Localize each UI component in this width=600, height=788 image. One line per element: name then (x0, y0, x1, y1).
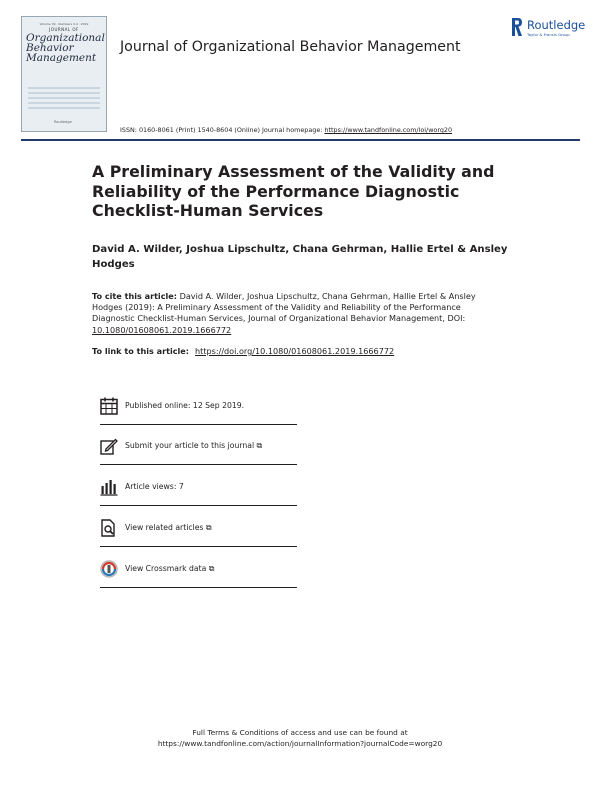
published-online-text: Published online: 12 Sep 2019. (125, 401, 245, 410)
cover-publisher: Routledge (54, 120, 72, 124)
cover-title-line: Behavior (26, 42, 74, 54)
crossmark-row[interactable] (100, 548, 297, 588)
article-link-label: To link to this article: (92, 346, 190, 356)
article-authors: David A. Wilder, Joshua Lipschultz, Chana Gehrman, Hallie Ertel & Ansley Hodges (92, 244, 508, 270)
article-title: A Preliminary Assessment of the Validity and Reliability of the Performance Diagnostic Checklist-Human Services (92, 162, 495, 221)
issn-line (120, 126, 452, 134)
cover-title (26, 33, 104, 63)
footer (0, 727, 600, 749)
footer-terms-link[interactable]: https://www.tandfonline.com/action/journalInformation?journalCode=worg20 (157, 739, 443, 748)
cover-journal-line: JOURNAL OF (49, 27, 79, 32)
external-link-icon: ⧉ (205, 523, 212, 532)
cover-decoration (28, 87, 100, 111)
publisher-tagline: Taylor & Francis Group (527, 32, 570, 37)
article-views-row (100, 466, 297, 506)
related-articles-text: View related articles (125, 523, 204, 532)
bar-chart-icon (100, 478, 118, 496)
journal-cover-image (21, 16, 107, 132)
crossmark-link[interactable] (125, 564, 215, 574)
row-divider (100, 546, 297, 547)
header-divider (21, 139, 580, 141)
edit-icon (100, 437, 118, 455)
cover-title-line: Management (26, 52, 97, 64)
related-articles-link[interactable] (125, 523, 212, 533)
external-link-icon: ⧉ (208, 564, 215, 573)
row-divider (100, 464, 297, 465)
crossmark-icon (100, 560, 118, 578)
footer-terms-text: Full Terms & Conditions of access and use can be found at (192, 728, 408, 737)
issn-text: ISSN: 0160-8061 (Print) 1540-8604 (Online) Journal homepage: (120, 126, 325, 134)
cover-title-line: Organizational (26, 32, 105, 44)
publisher-name: Routledge (527, 18, 586, 32)
row-divider (100, 587, 297, 588)
article-link[interactable]: https://doi.org/10.1080/01608061.2019.1666772 (195, 346, 395, 356)
citation-doi-link[interactable]: 10.1080/01608061.2019.1666772 (92, 324, 232, 335)
external-link-icon: ⧉ (256, 441, 263, 450)
related-articles-row[interactable] (100, 507, 297, 547)
row-divider (100, 505, 297, 506)
citation-text: David A. Wilder, Joshua Lipschultz, Chana Gehrman, Hallie Ertel & Ansley Hodges (2019): A Preliminary Assessment of the Validity and Reliability of the Performance Diagnostic Checklist-Human Services, Journal of Organizational Behavior Management, DOI: (92, 291, 476, 324)
crossmark-text: View Crossmark data (125, 564, 207, 573)
journal-homepage-link[interactable]: https://www.tandfonline.com/loi/worg20 (324, 126, 453, 134)
calendar-icon (100, 397, 118, 415)
published-online-row (100, 385, 297, 425)
search-document-icon (100, 519, 118, 537)
routledge-logo-icon (511, 17, 523, 37)
citation-block (92, 291, 504, 336)
article-views-text: Article views: 7 (125, 482, 184, 491)
cover-volume-line: Volume 39 · Numbers 3-4 · 2019 (39, 22, 89, 26)
submit-article-link[interactable] (125, 441, 262, 451)
journal-title: Journal of Organizational Behavior Management (120, 39, 461, 55)
submit-article-row[interactable] (100, 425, 297, 465)
publisher-logo[interactable] (511, 17, 593, 41)
submit-article-text: Submit your article to this journal (125, 441, 255, 450)
citation-label: To cite this article: (92, 291, 178, 301)
article-link-line (92, 346, 394, 356)
